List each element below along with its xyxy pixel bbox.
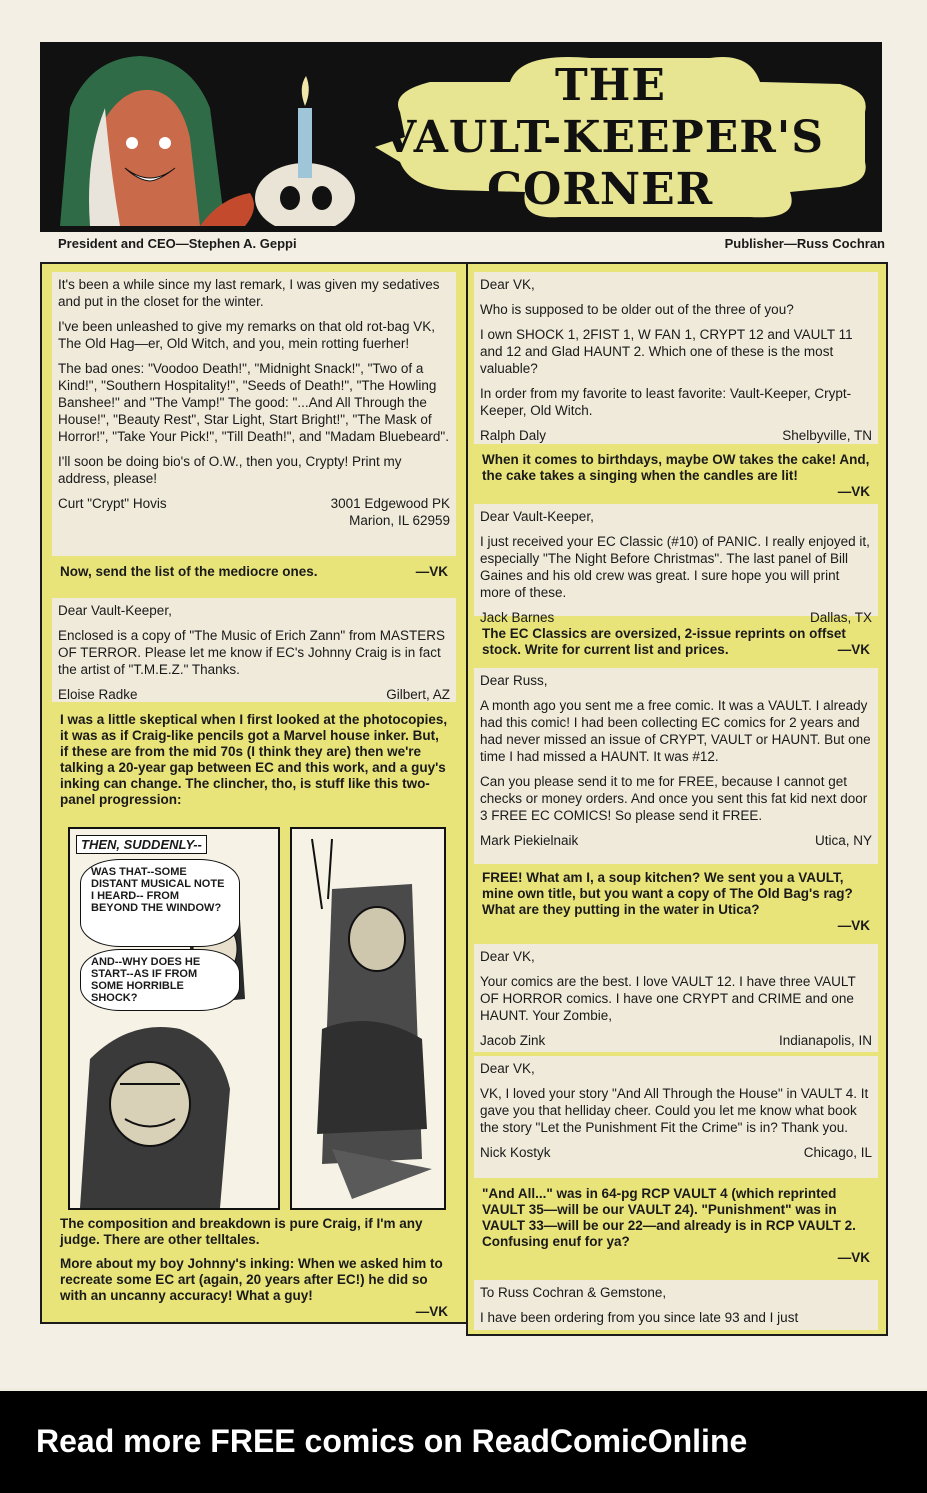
letter-signature: [480, 427, 872, 444]
vk-reply: [52, 710, 456, 810]
letter-text: A month ago you sent me a free comic. It was a VAULT. I already had this comic! I had been collecting EC comics for 2 years and had never missed an issue of CRYPT, VAULT or HAUNT. But one time I had missed a HAUNT. It was #12.: [480, 698, 871, 764]
vk-reply: [474, 624, 878, 660]
letter-hovis: [52, 272, 456, 556]
reply-text: FREE! What am I, a soup kitchen? We sent you a VAULT, mine own title, but you want a copy of The Old Bag's rag? What are they putting in the water in Utica?: [482, 870, 853, 917]
vk-reply: [52, 1214, 456, 1250]
letter-text: I have been ordering from you since late 93 and I just: [480, 1310, 799, 1325]
letter-kostyk: [474, 1056, 878, 1178]
writer-name: Eloise Radke: [58, 687, 138, 702]
writer-place: Shelbyville, TN: [782, 428, 872, 443]
letter-greeting: Dear VK,: [480, 277, 535, 292]
reply-text: Now, send the list of the mediocre ones.: [60, 564, 318, 579]
panel-left: [68, 827, 280, 1210]
reply-text: "And All..." was in 64-pg RCP VAULT 4 (which reprinted VAULT 35—will be our VAULT 24). "Punishment" was in VAULT 33—will be our 22—and already is in RCP VAULT 2. Confusing enuf for ya?: [482, 1186, 856, 1249]
letter-gemstone: [474, 1280, 878, 1330]
letter-text: I just received your EC Classic (#10) of PANIC. I really enjoyed it, especially "The Night Before Christmas". The last panel of Bill Gaines and his old crew was great. I sure hope you will print more of these.: [480, 534, 870, 600]
writer-place: Indianapolis, IN: [778, 1033, 872, 1048]
letter-greeting: Dear Russ,: [480, 673, 548, 688]
letter-text: In order from my favorite to least favorite: Vault-Keeper, Crypt-Keeper, Old Witch.: [480, 386, 852, 418]
writer-place: Utica, NY: [814, 833, 872, 848]
letter-text: It's been a while since my last remark, I was given my sedatives and put in the closet for the winter.: [58, 277, 440, 309]
reply-signoff: —VK: [837, 484, 870, 499]
letter-text: Enclosed is a copy of "The Music of Erich Zann" from MASTERS OF TERROR. Please let me know if EC's Johnny Craig is in fact the artist of "T.M.E.Z." Thanks.: [58, 628, 445, 677]
writer-name: Jacob Zink: [480, 1033, 546, 1048]
letter-greeting: Dear Vault-Keeper,: [480, 509, 594, 524]
letter-signature: [58, 686, 450, 703]
letter-text: The bad ones: "Voodoo Death!", "Midnight Snack!", "Two of a Kind!", "Southern Hospitality!", "Seeds of Death!", "The Howling Banshee!" and "The Vamp!" The good: "...And All Through the House!", "Beauty Rest", Star Light, Start Bright!", "The Mask of Horror!", "Take Your Pick!", "Till Death!", and "Madam Bluebeard".: [58, 361, 449, 444]
reply-signoff: —VK: [837, 642, 870, 657]
letter-barnes: [474, 504, 878, 625]
letter-piekielnaik: [474, 668, 878, 864]
panel-caption: THEN, SUDDENLY--: [76, 835, 207, 854]
letter-greeting: Dear VK,: [480, 949, 535, 964]
vk-reply: [474, 1184, 878, 1268]
vk-reply: [474, 450, 878, 502]
letter-greeting: To Russ Cochran & Gemstone,: [480, 1285, 667, 1300]
letter-signature: [480, 1032, 872, 1049]
letter-text: I own SHOCK 1, 2FIST 1, W FAN 1, CRYPT 12 and VAULT 11 and 12 and Glad HAUNT 2. Which one of these is the most valuable?: [480, 327, 853, 376]
title-line-2: VAULT-KEEPER'S: [382, 112, 825, 163]
letter-radke: [52, 598, 456, 702]
reply-signoff: —VK: [837, 918, 870, 933]
vk-reply: [474, 868, 878, 936]
letter-text: Your comics are the best. I love VAULT 12. I have three VAULT OF HORROR comics. I have one CRYPT and CRIME and one HAUNT. Your Zombie,: [480, 974, 856, 1023]
title-line-3: CORNER: [487, 164, 714, 215]
writer-address: 3001 Edgewood PK Marion, IL 62959: [330, 496, 450, 528]
writer-name: Ralph Daly: [480, 428, 547, 443]
credit-publisher: Publisher—Russ Cochran: [724, 236, 885, 251]
reply-text: The composition and breakdown is pure Craig, if I'm any judge. There are other telltales.: [60, 1216, 423, 1247]
letter-text: I'll soon be doing bio's of O.W., then you, Crypty! Print my address, please!: [58, 454, 402, 486]
letter-daly: [474, 272, 878, 444]
credit-president: President and CEO—Stephen A. Geppi: [58, 236, 297, 251]
letter-text: Who is supposed to be older out of the three of you?: [480, 302, 794, 317]
letter-zink: [474, 944, 878, 1052]
reply-text: I was a little skeptical when I first looked at the photocopies, it was as if Craig-like pencils got a Marvel house inker. But, if these are from the mid 70s (I think they are) then we're talking a 20-year gap between EC and this work, and a guy's inking can change. The clincher, tho, is stuff like this two-panel progression:: [60, 712, 448, 807]
writer-place: Gilbert, AZ: [386, 687, 450, 702]
letter-text: I've been unleashed to give my remarks on that old rot-bag VK, The Old Hag—er, Old Witch, and you, mein rotting fuerher!: [58, 319, 436, 351]
comic-panels: [68, 827, 446, 1210]
reply-text: The EC Classics are oversized, 2-issue reprints on offset stock. Write for current list and prices.: [482, 626, 846, 657]
letter-text: VK, I loved your story "And All Through the House" in VAULT 4. It gave you that helliday cheer. Could you let me know what book the story "Let the Punishment Fit the Crime" is in? Thank you.: [480, 1086, 869, 1135]
reply-signoff: —VK: [837, 1250, 870, 1265]
reply-signoff: —VK: [415, 1304, 448, 1319]
footer-text: Read more FREE comics on ReadComicOnline: [36, 1423, 748, 1459]
vault-keeper-illustration: [50, 48, 380, 226]
reply-text: When it comes to birthdays, maybe OW takes the cake! And, the cake takes a singing when the candles are lit!: [482, 452, 870, 483]
writer-name: Nick Kostyk: [480, 1145, 551, 1160]
letter-text: Can you please send it to me for FREE, because I cannot get checks or money orders. And once you sent this fat kid next door 3 FREE EC COMICS! So please send it FREE.: [480, 774, 868, 823]
writer-name: Jack Barnes: [480, 610, 555, 625]
reply-signoff: —VK: [415, 564, 448, 579]
letter-signature: [58, 495, 450, 529]
title-line-1: THE: [555, 60, 666, 111]
letter-signature: [480, 1144, 872, 1161]
speech-balloon: WAS THAT--SOME DISTANT MUSICAL NOTE I HEARD-- FROM BEYOND THE WINDOW?: [80, 859, 240, 947]
footer-banner: [0, 1391, 927, 1493]
speech-balloon: AND--WHY DOES HE START--AS IF FROM SOME HORRIBLE SHOCK?: [80, 949, 240, 1011]
panel-right: [290, 827, 446, 1210]
writer-name: Mark Piekielnaik: [480, 833, 579, 848]
reply-text: More about my boy Johnny's inking: When we asked him to recreate some EC art (again, 20 years after EC!) he did so with an uncanny accuracy! What a guy!: [60, 1256, 443, 1303]
panel-art: [292, 829, 444, 1208]
writer-name: Curt "Crypt" Hovis: [58, 496, 167, 511]
writer-place: Dallas, TX: [809, 610, 872, 625]
vk-reply: [52, 1254, 456, 1322]
letter-greeting: Dear VK,: [480, 1061, 535, 1076]
letter-signature: [480, 832, 872, 849]
vk-reply: [52, 562, 456, 582]
writer-place: Chicago, IL: [803, 1145, 872, 1160]
letter-greeting: Dear Vault-Keeper,: [58, 603, 172, 618]
